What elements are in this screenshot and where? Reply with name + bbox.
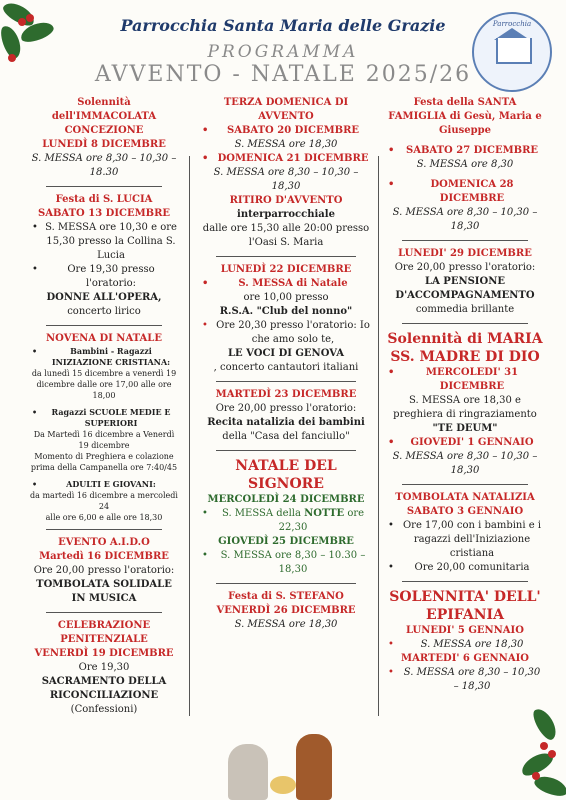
list-item: • ADULTI E GIOVANI:	[30, 479, 178, 490]
event-date: Martedì 16 DICEMBRE	[39, 551, 169, 562]
event-date: MERCOLEDÌ 24 DICEMBRE	[207, 494, 365, 505]
divider	[46, 612, 162, 613]
mass-times: S. MESSA ore 8,30	[416, 159, 514, 170]
event-name: R.S.A. "Club del nonno"	[219, 306, 353, 317]
divider	[402, 323, 528, 324]
mass-times: S. MESSA ore 8,30 – 10,30 – 18,30	[392, 207, 538, 232]
section-title: Festa di S. STEFANO	[228, 591, 344, 602]
divider	[46, 186, 162, 187]
divider	[402, 240, 528, 241]
column-divider	[189, 156, 190, 716]
divider	[216, 256, 356, 257]
event-name: DONNE ALL'OPERA,	[46, 292, 162, 303]
event-date: • SABATO 27 DICEMBRE	[386, 144, 544, 158]
event-date: SABATO 3 GENNAIO	[406, 506, 524, 517]
event-name: LE VOCI DI GENOVA	[228, 348, 344, 359]
event-name: RITIRO D'AVVENTO	[229, 195, 343, 206]
program-label: PROGRAMMA	[207, 42, 359, 62]
section-title: CELEBRAZIONE PENITENZIALE	[57, 620, 151, 645]
divider	[402, 484, 528, 485]
event-date: LUNEDÌ 22 DICEMBRE	[220, 264, 352, 275]
baby-figure	[270, 776, 296, 794]
section-title: Festa della SANTA FAMIGLIA di Gesù, Maria e Giuseppe	[388, 97, 542, 136]
event-date: SABATO 13 DICEMBRE	[37, 208, 171, 219]
page-header	[0, 0, 566, 100]
event-name: Recita natalizia dei bambini	[207, 417, 365, 428]
list-item: • Ragazzi SCUOLE MEDIE E SUPERIORI	[30, 407, 178, 429]
section-title: NATALE DEL SIGNORE	[235, 458, 337, 492]
list-item: • Ore 20,00 comunitaria	[386, 561, 544, 575]
section-title: EVENTO A.I.D.O	[58, 537, 150, 548]
event-desc: Ore 20,00 presso l'oratorio:	[394, 262, 536, 273]
divider	[46, 529, 162, 530]
mass-times: S. MESSA ore 8,30 – 10,30 – 18.30	[31, 153, 177, 178]
event-desc: della "Casa del fanciullo"	[222, 431, 350, 442]
column-1	[30, 96, 178, 717]
section-title: TERZA DOMENICA DI AVVENTO	[223, 97, 349, 122]
event-date: • MERCOLEDI' 31 DICEMBRE	[386, 366, 544, 394]
event-desc: Momento di Preghiera e colazione prima della Campanella ore 7:40/45	[30, 452, 178, 472]
event-date: • DOMENICA 28 DICEMBRE	[386, 178, 544, 206]
list-item: • Ore 20,30 presso l'oratorio: Io che amo solo te,	[200, 319, 372, 347]
divider	[402, 581, 528, 582]
event-desc: Ore 19,30	[78, 662, 130, 673]
event-desc: concerto lirico	[67, 306, 141, 317]
joseph-figure	[296, 734, 332, 800]
section-title: SOLENNITA' DELL' EPIFANIA	[389, 589, 541, 623]
event-name: "TE DEUM"	[432, 423, 498, 434]
event-name: SACRAMENTO DELLA RICONCILIAZIONE	[41, 676, 167, 701]
list-item: • Ore 17,00 con i bambini e i ragazzi dell'Iniziazione cristiana	[386, 519, 544, 561]
event-desc: , concerto cantautori italiani	[213, 362, 359, 373]
event-date: MARTEDI' 6 GENNAIO	[401, 653, 529, 664]
section-title: Festa di S. LUCIA	[55, 194, 153, 205]
event-desc: dalle ore 15,30 alle 20:00 presso l'Oasi S. Maria	[202, 223, 370, 248]
mass-times: S. MESSA ore 18,30	[234, 619, 338, 630]
mass-times: S. MESSA ore 8,30 – 10,30 – 18,30	[213, 167, 359, 192]
event-desc: da martedì 16 dicembre a mercoledì 24	[30, 491, 178, 511]
event-desc: alle ore 6,00 e alle ore 18,30	[45, 513, 163, 522]
list-item: • S. MESSA ore 8,30 – 10.30 – 18,30	[200, 549, 372, 577]
page-title: Parrocchia Santa Maria delle Grazie	[120, 16, 446, 35]
parish-logo: Parrocchia	[472, 12, 552, 92]
event-desc: S. MESSA ore 18,30 e preghiera di ringraziamento	[393, 395, 537, 420]
holly-decoration-bottom-right	[510, 706, 566, 800]
event-desc: interparrocchiale	[237, 209, 335, 220]
mary-figure	[228, 744, 268, 800]
event-date: VENERDÌ 26 DICEMBRE	[216, 605, 356, 616]
column-divider	[378, 156, 379, 716]
list-item: • S. MESSA di Natale	[200, 277, 372, 291]
section-title: NOVENA DI NATALE	[46, 333, 162, 344]
list-item: • S. MESSA ore 18,30	[386, 638, 544, 652]
list-item: • Bambini - Ragazzi INIZIAZIONE CRISTIANA:	[30, 346, 178, 368]
event-date: LUNEDI' 5 GENNAIO	[406, 625, 524, 636]
season-title: AVVENTO - NATALE 2025/26	[94, 62, 472, 87]
event-date: • GIOVEDI' 1 GENNAIO	[386, 436, 544, 450]
list-item: • S. MESSA della NOTTE ore 22,30	[200, 507, 372, 535]
mass-times: S. MESSA ore 18,30	[234, 139, 338, 150]
divider	[216, 381, 356, 382]
event-date: • SABATO 20 DICEMBRE	[200, 124, 372, 138]
event-desc: da lunedì 15 dicembre a venerdì 19 dicembre dalle ore 17,00 alle ore 18,00	[31, 369, 177, 400]
column-2	[200, 96, 372, 632]
divider	[46, 325, 162, 326]
list-item: • Ore 19,30 presso l'oratorio:	[30, 263, 178, 291]
event-name: TOMBOLATA SOLIDALE IN MUSICA	[36, 579, 172, 604]
event-date: LUNEDI' 29 DICEMBRE	[398, 248, 532, 259]
event-desc: (Confessioni)	[70, 704, 138, 715]
event-desc: Ore 20,00 presso l'oratorio:	[215, 403, 357, 414]
event-desc: Da Martedì 16 dicembre a Venerdì 19 dicembre	[33, 430, 175, 450]
event-desc: commedia brillante	[415, 304, 515, 315]
mass-times: S. MESSA ore 8,30 – 10,30 – 18,30	[392, 451, 538, 476]
list-item: • S. MESSA ore 10,30 e ore 15,30 presso la Collina S. Lucia	[30, 221, 178, 263]
event-desc: Ore 20,00 presso l'oratorio:	[33, 565, 175, 576]
section-title: Solennità di MARIA SS. MADRE DI DIO	[387, 331, 543, 365]
event-date: GIOVEDÌ 25 DICEMBRE	[218, 536, 354, 547]
section-title: Solennità dell'IMMACOLATA CONCEZIONE	[51, 97, 157, 136]
divider	[216, 583, 356, 584]
event-name: LA PENSIONE D'ACCOMPAGNAMENTO	[395, 276, 535, 301]
nativity-illustration	[220, 730, 350, 800]
event-date: LUNEDÌ 8 DICEMBRE	[42, 139, 166, 150]
event-desc: ore 10,00 presso	[243, 292, 329, 303]
divider	[216, 450, 356, 451]
event-date: MARTEDÌ 23 DICEMBRE	[215, 389, 357, 400]
column-3	[386, 96, 544, 694]
event-date: • DOMENICA 21 DICEMBRE	[200, 152, 372, 166]
list-item: • S. MESSA ore 8,30 – 10,30 – 18,30	[386, 666, 544, 694]
section-title: TOMBOLATA NATALIZIA	[395, 492, 535, 503]
event-date: VENERDÌ 19 DICEMBRE	[34, 648, 174, 659]
